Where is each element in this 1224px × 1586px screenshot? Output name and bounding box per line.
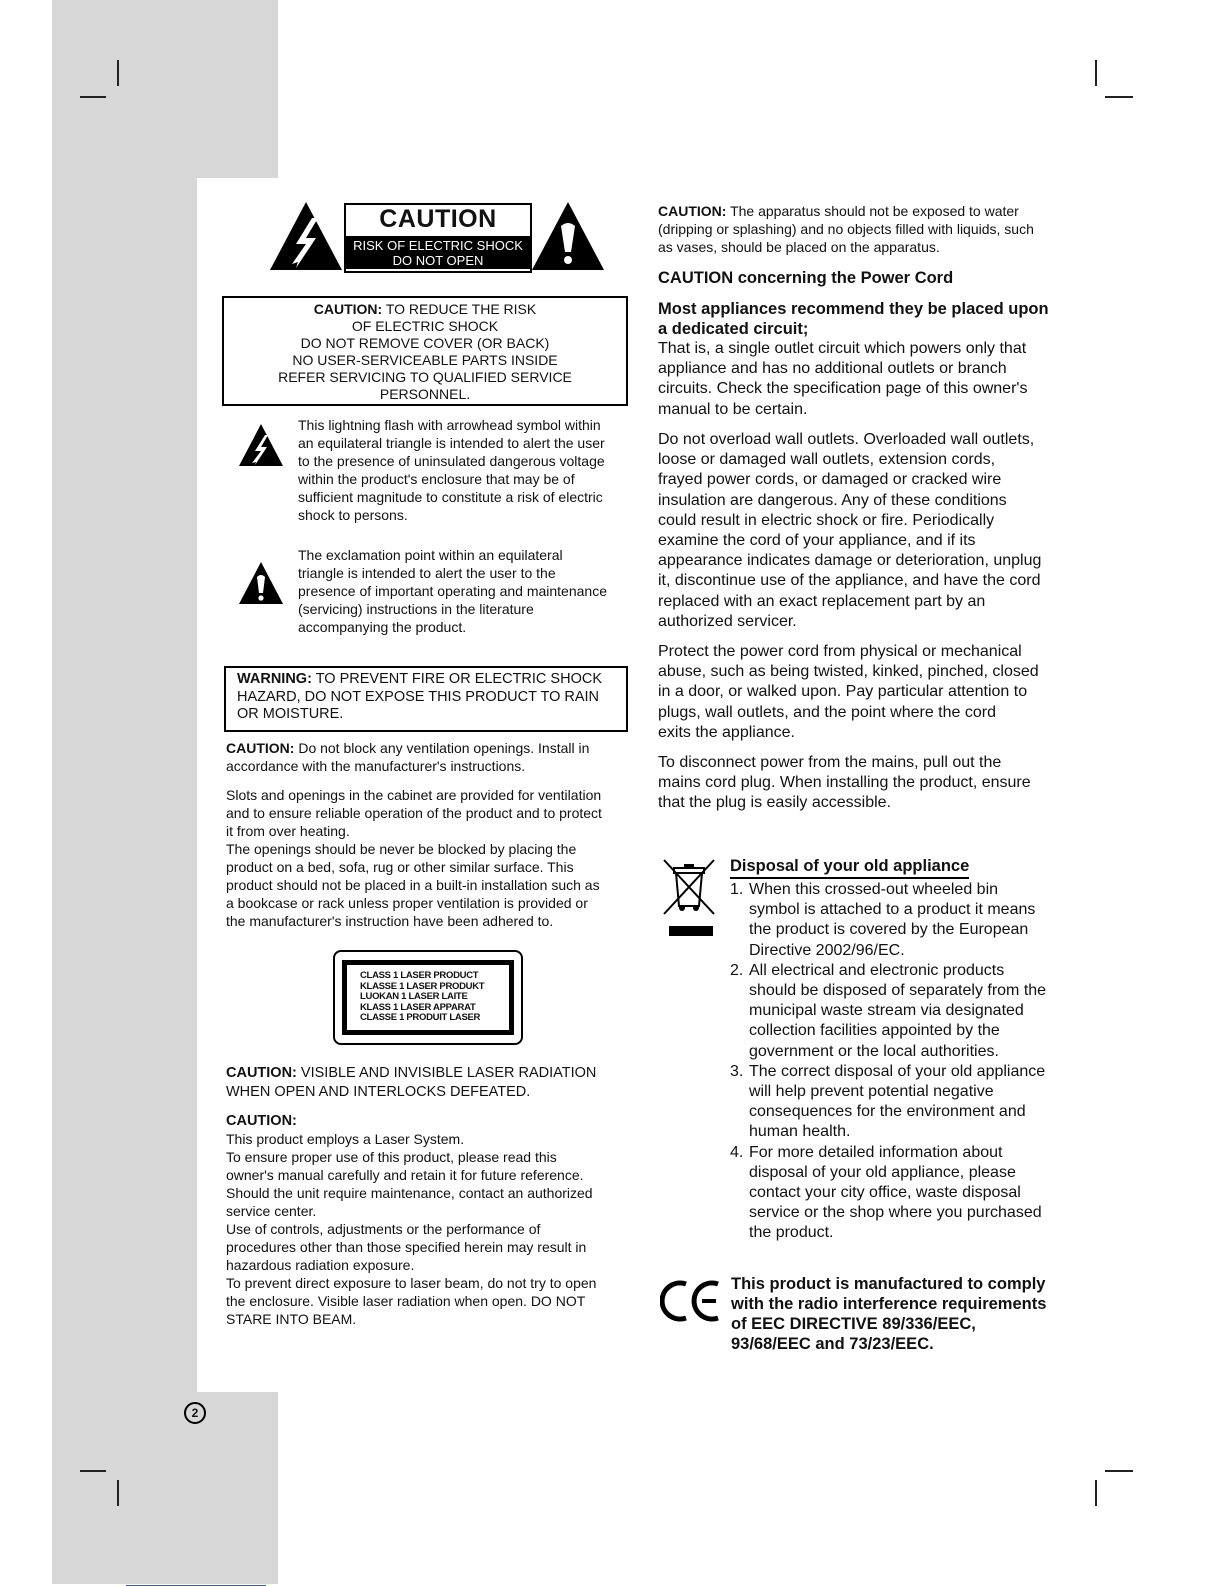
- disposal-item: 3. The correct disposal of your old appliance will help prevent potential negative consequences for the environment and human health.: [730, 1062, 1046, 1141]
- laser-label-text: CLASS 1 LASER PRODUCT KLASSE 1 LASER PRODUKT LUOKAN 1 LASER LAITE KLASS 1 LASER APPARAT CLASSE 1 PRODUIT LASER: [360, 970, 485, 1023]
- shock-caution-lead: CAUTION:: [313, 301, 383, 317]
- crop-mark: [80, 96, 106, 98]
- disposal-item: 2. All electrical and electronic products should be disposed of separately from the municipal waste stream via designated collection facilities appointed by the government or the local authorities.: [730, 961, 1047, 1060]
- exclamation-symbol-text: The exclamation point within an equilateral triangle is intended to alert the user to the presence of important operating and maintenance (servicing) instructions in the literature accompanying the product.: [298, 547, 607, 635]
- laser-caution-lead: CAUTION:: [226, 1065, 297, 1081]
- ce-mark-icon: [660, 1278, 724, 1324]
- disposal-heading: Disposal of your old appliance: [730, 856, 969, 879]
- crop-mark: [1105, 1470, 1133, 1472]
- power-cord-paragraph-2: Do not overload wall outlets. Overloaded wall outlets, loose or damaged wall outlets, extension cords, frayed power cords, or damaged or cracked wire insulation are dangerous. Any of these conditions could result in electric shock or fire. Periodically examine the cord of your appliance, and if its appearance indicates damage or deterioration, unplug it, discontinue use of the appliance, and have the cord replaced with an exact replacement part by an authorized servicer.: [658, 431, 1042, 630]
- page-margin-top: [52, 0, 278, 178]
- crop-mark: [1105, 96, 1133, 98]
- lightning-symbol-text: This lightning flash with arrowhead symbol within an equilateral triangle is intended to alert the user to the presence of uninsulated dangerous voltage within the product's enclosure that may be of sufficient magnitude to constitute a risk of electric shock to persons.: [298, 417, 605, 523]
- crop-mark: [117, 1480, 119, 1506]
- page-margin-left: [52, 178, 197, 1584]
- laser-system-heading: CAUTION:: [226, 1113, 297, 1129]
- power-cord-paragraph-1: That is, a single outlet circuit which powers only that appliance and has no additional outlets or branch circuits. Check the specification page of this owner's manual to be certain.: [658, 340, 1028, 418]
- ventilation-paragraph: Slots and openings in the cabinet are provided for ventilation and to ensure reliable operation of the product and to protect it from over heating. The openings should be never be blocked by placing the product on a bed, sofa, rug or other similar surface. This product should not be placed in a built-in installation such as a bookcase or rack unless proper ventilation is provided or the manufacturer's instruction have been adhered to.: [226, 787, 602, 929]
- electric-shock-caution-text: CAUTION: TO REDUCE THE RISK OF ELECTRIC SHOCK DO NOT REMOVE COVER (OR BACK) NO USER-SERVICEABLE PARTS INSIDE REFER SERVICING TO QUALIFIED SERVICE PERSONNEL.: [278, 301, 572, 402]
- crop-mark: [80, 1470, 106, 1472]
- power-cord-paragraph-4: To disconnect power from the mains, pull out the mains cord plug. When installing the product, ensure that the plug is easily accessible.: [658, 754, 1031, 812]
- ventilation-lead: CAUTION:: [226, 740, 295, 756]
- ce-compliance-text: This product is manufactured to comply with the radio interference requirements of EEC DIRECTIVE 89/336/EEC, 93/68/EEC and 73/23/EEC.: [731, 1275, 1047, 1353]
- crop-mark: [1095, 1480, 1097, 1506]
- lightning-warning-icon: [268, 200, 344, 272]
- crop-mark: [117, 60, 119, 86]
- exclamation-warning-icon: [530, 200, 606, 272]
- disposal-item: 1. When this crossed-out wheeled bin symbol is attached to a product it means the product is covered by the European Directive 2002/96/EC.: [730, 881, 1036, 959]
- power-cord-paragraph-3: Protect the power cord from physical or mechanical abuse, such as being twisted, kinked, pinched, closed in a door, or walked upon. Pay particular attention to plugs, wall outlets, and the point where the cord exits the appliance.: [658, 643, 1039, 741]
- lightning-symbol-icon: [238, 423, 284, 467]
- page-margin-bottom: [197, 1392, 278, 1584]
- power-cord-subheading: Most appliances recommend they be placed upon a dedicated circuit;: [658, 300, 1049, 338]
- caution-label-line1: RISK OF ELECTRIC SHOCK: [353, 238, 523, 253]
- laser-radiation-caution: CAUTION: VISIBLE AND INVISIBLE LASER RADIATION WHEN OPEN AND INTERLOCKS DEFEATED.: [226, 1065, 597, 1100]
- laser-system-caution: CAUTION: This product employs a Laser System. To ensure proper use of this product, please read this owner's manual carefully and retain it for future reference. Should the unit require maintenance, contact an authorized service center. Use of controls, adjustments or the performance of procedures other than those specified herein may result in hazardous radiation exposure. To prevent direct exposure to laser beam, do not try to open the enclosure. Visible laser radiation when open. DO NOT STARE INTO BEAM.: [226, 1112, 636, 1328]
- caution-label-band: [346, 236, 530, 269]
- ventilation-caution: CAUTION: Do not block any ventilation openings. Install in accordance with the manufacturer's instructions.: [226, 740, 590, 774]
- caution-label-title: CAUTION: [379, 205, 497, 233]
- warning-text: WARNING: TO PREVENT FIRE OR ELECTRIC SHOCK HAZARD, DO NOT EXPOSE THIS PRODUCT TO RAIN OR MOISTURE.: [237, 671, 602, 722]
- exclamation-symbol-icon: [238, 561, 284, 605]
- disposal-item: 4. For more detailed information about disposal of your old appliance, please contact your city office, waste disposal service or the shop where you purchased the product.: [730, 1143, 1042, 1242]
- caution-label-line2: DO NOT OPEN: [392, 253, 484, 268]
- water-caution: CAUTION: The apparatus should not be exposed to water (dripping or splashing) and no objects filled with liquids, such as vases, should be placed on the apparatus.: [658, 203, 1034, 255]
- crossed-out-wheeled-bin-icon: [660, 856, 718, 940]
- power-cord-heading: CAUTION concerning the Power Cord: [658, 269, 954, 287]
- water-caution-lead: CAUTION:: [658, 203, 727, 219]
- crop-mark: [1095, 60, 1097, 86]
- warning-lead: WARNING:: [237, 671, 312, 687]
- disposal-list: [730, 880, 1075, 1244]
- page-number: 2: [184, 1402, 206, 1424]
